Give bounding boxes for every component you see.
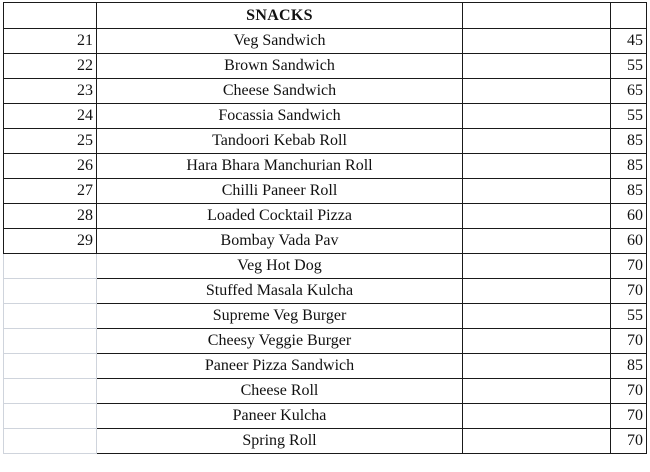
item-number [4, 379, 97, 404]
item-name: Supreme Veg Burger [97, 304, 463, 329]
item-price: 65 [611, 79, 647, 104]
table-row [4, 404, 647, 429]
item-name: Paneer Kulcha [97, 404, 463, 429]
item-number: 22 [4, 54, 97, 79]
item-price: 60 [611, 204, 647, 229]
header-empty-cell [463, 3, 611, 29]
item-number: 28 [4, 204, 97, 229]
item-name: Chilli Paneer Roll [97, 179, 463, 204]
snacks-menu-table [3, 2, 647, 454]
table-row [4, 329, 647, 354]
item-price: 55 [611, 54, 647, 79]
section-title: SNACKS [97, 3, 463, 29]
blank-cell [463, 154, 611, 179]
item-name: Veg Sandwich [97, 29, 463, 54]
item-price: 85 [611, 154, 647, 179]
item-name: Paneer Pizza Sandwich [97, 354, 463, 379]
blank-cell [463, 354, 611, 379]
blank-cell [463, 379, 611, 404]
table-row [4, 129, 647, 154]
item-number [4, 304, 97, 329]
item-number [4, 329, 97, 354]
item-price: 70 [611, 429, 647, 454]
item-price: 55 [611, 304, 647, 329]
table-row [4, 354, 647, 379]
blank-cell [463, 404, 611, 429]
item-number: 27 [4, 179, 97, 204]
table-row [4, 229, 647, 254]
item-price: 55 [611, 104, 647, 129]
item-number [4, 429, 97, 454]
blank-cell [463, 129, 611, 154]
item-number: 21 [4, 29, 97, 54]
blank-cell [463, 54, 611, 79]
blank-cell [463, 204, 611, 229]
table-row [4, 54, 647, 79]
item-price: 85 [611, 354, 647, 379]
item-number: 23 [4, 79, 97, 104]
table-row [4, 154, 647, 179]
blank-cell [463, 79, 611, 104]
table-row [4, 29, 647, 54]
item-price: 45 [611, 29, 647, 54]
item-name: Bombay Vada Pav [97, 229, 463, 254]
blank-cell [463, 104, 611, 129]
item-name: Tandoori Kebab Roll [97, 129, 463, 154]
table-row [4, 179, 647, 204]
table-row [4, 254, 647, 279]
table-row [4, 104, 647, 129]
item-name: Hara Bhara Manchurian Roll [97, 154, 463, 179]
blank-cell [463, 254, 611, 279]
table-row [4, 79, 647, 104]
item-number [4, 354, 97, 379]
blank-cell [463, 279, 611, 304]
item-number [4, 404, 97, 429]
item-name: Veg Hot Dog [97, 254, 463, 279]
item-name: Loaded Cocktail Pizza [97, 204, 463, 229]
table-row [4, 304, 647, 329]
item-name: Cheesy Veggie Burger [97, 329, 463, 354]
item-price: 85 [611, 179, 647, 204]
item-price: 70 [611, 379, 647, 404]
blank-cell [463, 329, 611, 354]
blank-cell [463, 179, 611, 204]
item-price: 60 [611, 229, 647, 254]
table-header-row [4, 3, 647, 29]
item-name: Stuffed Masala Kulcha [97, 279, 463, 304]
item-number: 25 [4, 129, 97, 154]
item-number: 29 [4, 229, 97, 254]
header-number-cell [4, 3, 97, 29]
table-row [4, 429, 647, 454]
item-price: 70 [611, 254, 647, 279]
blank-cell [463, 304, 611, 329]
item-name: Brown Sandwich [97, 54, 463, 79]
item-price: 85 [611, 129, 647, 154]
table-row [4, 204, 647, 229]
table-row [4, 379, 647, 404]
header-price-cell [611, 3, 647, 29]
item-number [4, 279, 97, 304]
item-name: Spring Roll [97, 429, 463, 454]
item-number [4, 254, 97, 279]
blank-cell [463, 229, 611, 254]
item-name: Cheese Sandwich [97, 79, 463, 104]
item-price: 70 [611, 279, 647, 304]
item-name: Cheese Roll [97, 379, 463, 404]
table-row [4, 279, 647, 304]
item-number: 26 [4, 154, 97, 179]
blank-cell [463, 429, 611, 454]
item-number: 24 [4, 104, 97, 129]
item-name: Focassia Sandwich [97, 104, 463, 129]
item-price: 70 [611, 329, 647, 354]
blank-cell [463, 29, 611, 54]
item-price: 70 [611, 404, 647, 429]
